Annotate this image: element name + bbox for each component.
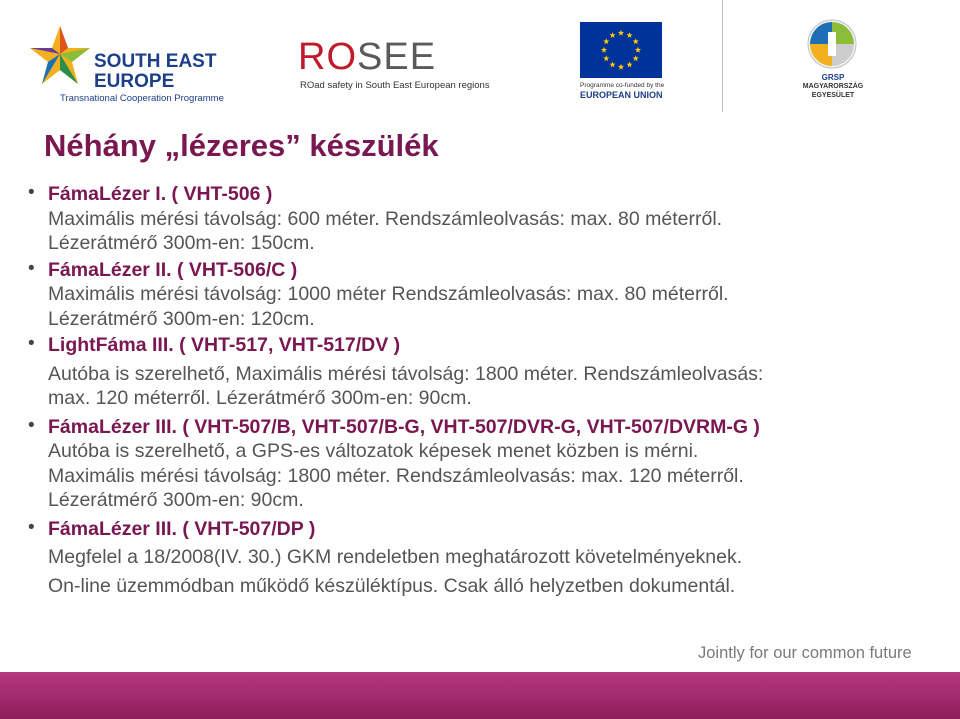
see-logo-line3: Transnational Cooperation Programme [60,93,224,104]
bullet-text: max. 120 méterről. Lézerátmérő 300m-en: 90cm. [48,387,472,409]
grsp-logo-line3: EGYESÜLET [811,92,855,99]
bullet-text: Autóba is szerelhető, Maximális mérési távolság: 1800 méter. Rendszámleolvasás: [48,362,764,385]
header-divider [722,0,723,112]
grsp-road-icon [806,18,858,70]
bullet-text: Maximális mérési távolság: 1800 méter. Rendszámleolvasás: max. 120 méterről. [48,464,744,487]
bullet-text: Maximális mérési távolság: 1000 méter Rendszámleolvasás: max. 80 méterről. [48,283,729,305]
rosee-subtitle: ROad safety in South East European regions [300,80,490,91]
bullet-heading: • FámaLézer III. ( VHT-507/DP ) [48,517,316,540]
bullet-heading: • FámaLézer II. ( VHT-506/C ) [48,258,298,281]
south-east-europe-logo [28,22,228,104]
grsp-logo [796,18,870,106]
eu-logo [580,22,666,102]
bullet-item-famalezer-2 [28,258,948,332]
bullet-text: Lézerátmérő 300m-en: 150cm. [48,232,315,254]
bullet-text: On-line üzemmódban működő készüléktípus. Csak álló helyzetben dokumentál. [48,574,736,597]
eu-logo-line1: Programme co-funded by the [580,82,665,89]
bullet-text: Maximális mérési távolság: 600 méter. Rendszámleolvasás: max. 80 méterről. [48,207,723,230]
bullet-item-famalezer-3-dp [28,517,948,599]
bullet-text: Megfelel a 18/2008(IV. 30.) GKM rendeletben meghatározott követelményeknek. [48,546,743,568]
see-star-icon [28,24,92,88]
bullet-item-famalezer-3 [28,415,948,513]
bullet-list [28,182,948,598]
bullet-text: Lézerátmérő 300m-en: 90cm. [48,489,304,511]
see-logo-line1: SOUTH EAST [94,51,217,72]
bullet-text: Lézerátmérő 300m-en: 120cm. [48,307,315,330]
slide-title: Néhány „lézeres” készülék [44,128,439,163]
eu-flag-icon [580,22,662,78]
bullet-heading: • FámaLézer I. ( VHT-506 ) [48,183,273,205]
bullet-heading: • FámaLézer III. ( VHT-507/B, VHT-507/B-G, VHT-507/DVR-G, VHT-507/DVRM-G ) [48,415,760,438]
rosee-ro: RO [298,36,357,78]
bullet-heading: • LightFáma III. ( VHT-517, VHT-517/DV ) [48,334,401,356]
rosee-see: SEE [357,36,437,78]
see-logo-line2: EUROPE [94,71,175,92]
rosee-logo [298,36,498,96]
bullet-item-lightfama-3 [28,333,948,411]
rosee-wordmark [298,36,436,79]
grsp-logo-line1: GRSP [821,73,845,82]
eu-logo-line2: EUROPEAN UNION [580,90,663,100]
footer-tagline: Jointly for our common future [698,644,912,662]
bullet-text: Autóba is szerelhető, a GPS-es változatok képesek menet közben is mérni. [48,440,699,462]
footer-band [0,672,960,719]
bullet-item-famalezer-1 [28,182,948,256]
grsp-logo-line2: MAGYARORSZÁG [802,83,864,90]
